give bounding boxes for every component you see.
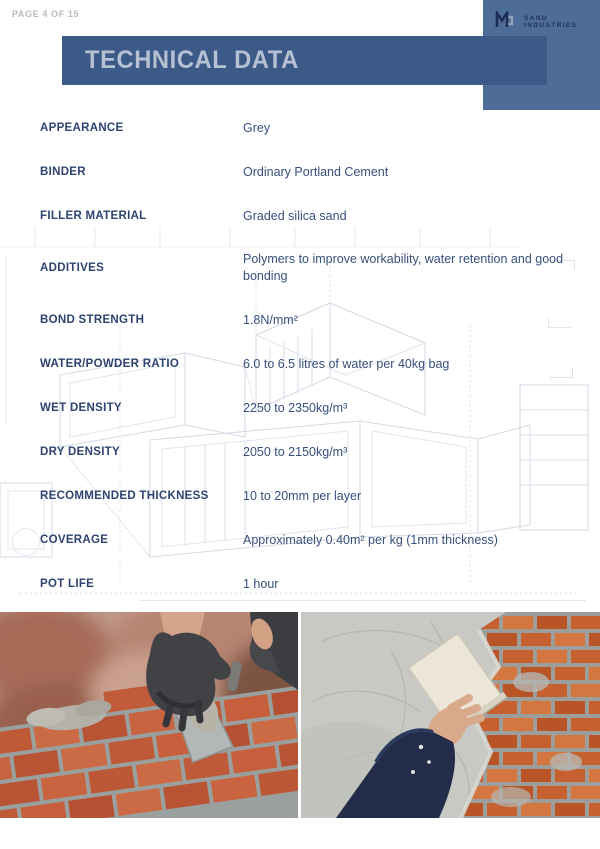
spec-value: Polymers to improve workability, water retention and good bonding [243, 252, 564, 283]
spec-label: ADDITIVES [40, 262, 105, 274]
spec-value: 2050 to 2150kg/m³ [243, 444, 348, 459]
spec-label: COVERAGE [40, 534, 109, 546]
table-row [40, 251, 572, 285]
technical-data-table [40, 119, 572, 619]
spec-label: WET DENSITY [40, 402, 122, 414]
spec-label: APPEARANCE [40, 122, 124, 134]
spec-label: WATER/POWDER RATIO [40, 358, 180, 370]
spec-value: Graded silica sand [243, 208, 347, 223]
faint-circle-mark [12, 528, 40, 556]
spec-value: Approximately 0.40m² per kg (1mm thickness) [243, 532, 498, 547]
table-row [40, 163, 572, 181]
spec-value: 1.8N/mm² [243, 312, 298, 327]
spec-value: 6.0 to 6.5 litres of water per 40kg bag [243, 356, 450, 371]
table-row [40, 575, 572, 593]
spec-value: 10 to 20mm per layer [243, 488, 362, 503]
spec-label: BINDER [40, 166, 86, 178]
table-row [40, 443, 572, 461]
company-name: SAND INDUSTRIES [524, 15, 578, 29]
table-row [40, 311, 572, 329]
spec-label: BOND STRENGTH [40, 314, 145, 326]
spec-label: FILLER MATERIAL [40, 210, 147, 222]
company-logo [495, 11, 600, 33]
table-row [40, 119, 572, 137]
table-row [40, 207, 572, 225]
spec-label: RECOMMENDED THICKNESS [40, 490, 209, 502]
photo-plastering [301, 612, 600, 818]
table-row [40, 531, 572, 549]
photo-bricklaying [0, 612, 298, 818]
photo-strip [0, 612, 600, 818]
page-title: TECHNICAL DATA [85, 46, 299, 74]
spec-label: POT LIFE [40, 578, 95, 590]
logo-m-icon [495, 11, 519, 33]
spec-value: 2250 to 2350kg/m³ [243, 400, 348, 415]
spec-label: DRY DENSITY [40, 446, 120, 458]
table-row [40, 399, 572, 417]
section-title-bar [62, 36, 547, 85]
table-row [40, 355, 572, 373]
table-row [40, 487, 572, 505]
spec-value: Grey [243, 120, 271, 135]
spec-value: Ordinary Portland Cement [243, 164, 389, 179]
page-number: PAGE 4 OF 15 [12, 9, 80, 19]
spec-value: 1 hour [243, 576, 279, 591]
